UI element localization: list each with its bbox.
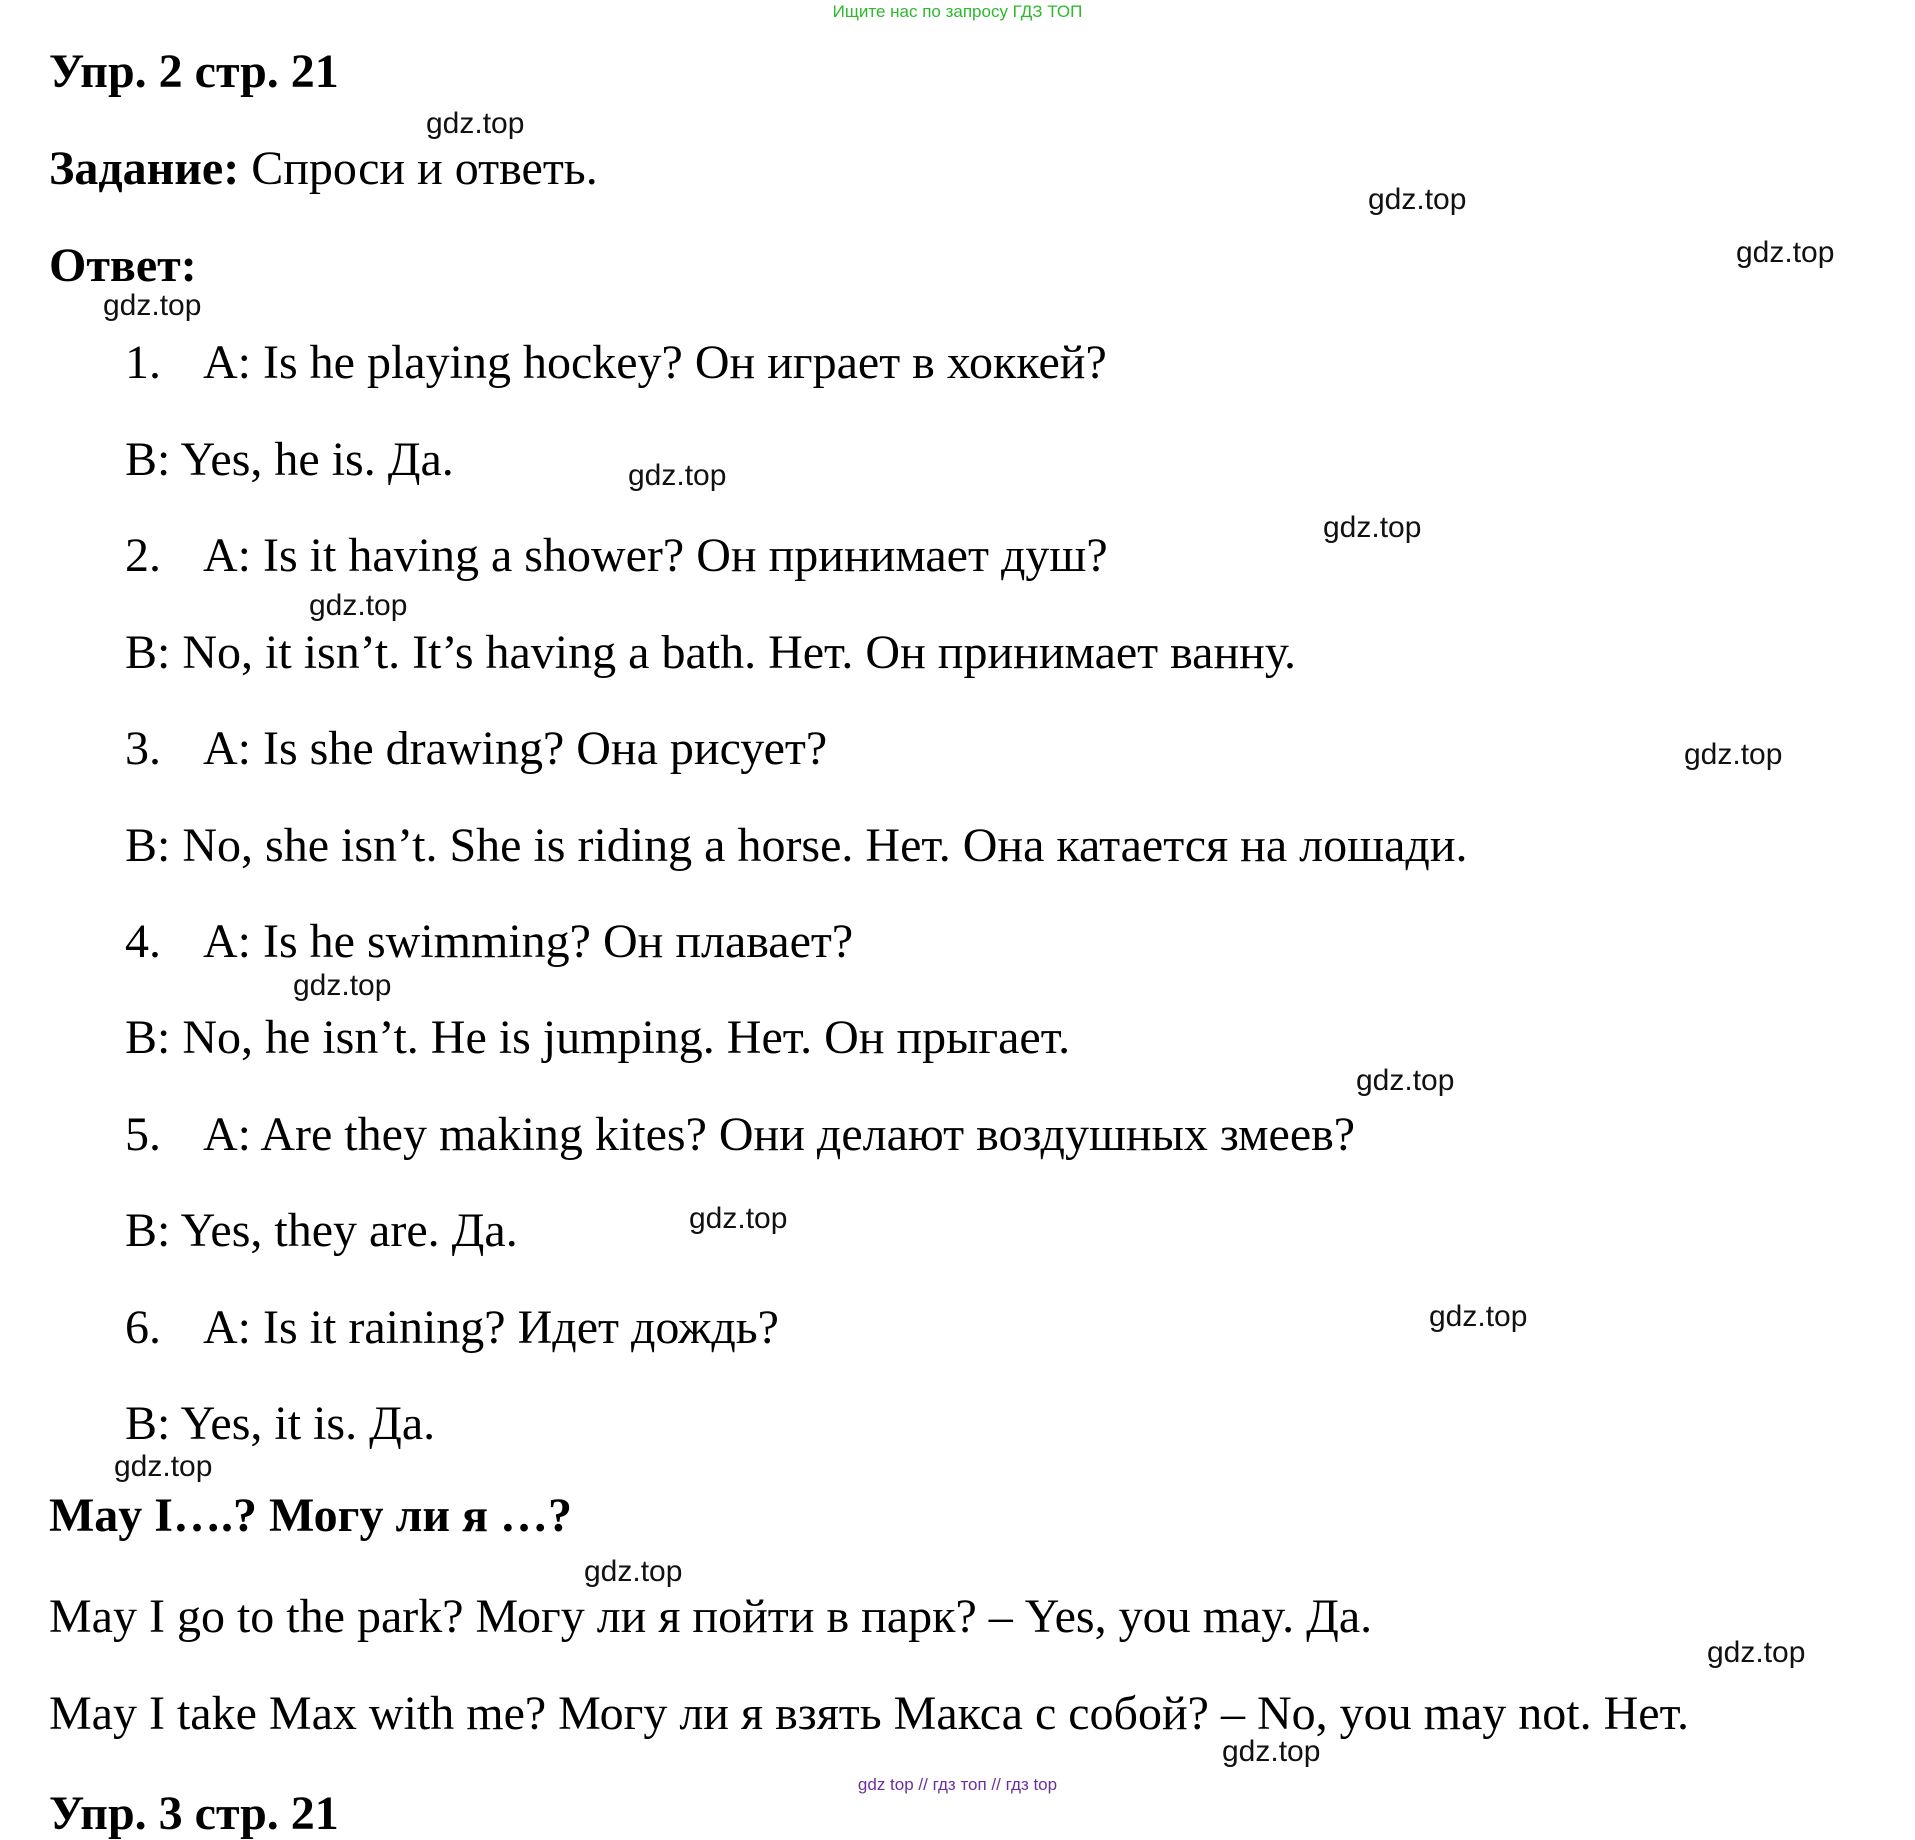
dialogue-6-number: 6. xyxy=(125,1301,161,1354)
dialogue-3-a: A: Is she drawing? Она рисует? xyxy=(203,722,828,775)
watermark: gdz.top xyxy=(1736,236,1835,269)
dialogue-3-number: 3. xyxy=(125,722,161,775)
task-text: Спроси и ответь. xyxy=(251,142,598,195)
watermark: gdz.top xyxy=(1368,183,1467,216)
watermark: gdz.top xyxy=(1356,1064,1455,1097)
dialogue-1-a: A: Is he playing hockey? Он играет в хоккей? xyxy=(203,336,1107,389)
dialogue-6-question xyxy=(125,1302,779,1355)
watermark: gdz.top xyxy=(584,1555,683,1588)
cut-off-heading: Упр. 3 стр. 21 xyxy=(49,1787,339,1840)
answer-heading: Ответ: xyxy=(49,239,197,292)
watermark: gdz.top xyxy=(293,969,392,1002)
dialogue-5-number: 5. xyxy=(125,1108,161,1161)
watermark: gdz.top xyxy=(103,289,202,322)
watermark: gdz.top xyxy=(628,459,727,492)
dialogue-1-question xyxy=(125,337,1107,390)
dialogue-4-question xyxy=(125,916,853,969)
watermark: gdz.top xyxy=(1429,1300,1528,1333)
watermark: gdz.top xyxy=(1323,511,1422,544)
dialogue-1-number: 1. xyxy=(125,336,161,389)
dialogue-6-a: A: Is it raining? Идет дождь? xyxy=(203,1301,779,1354)
task-line xyxy=(49,141,598,196)
task-label: Задание: xyxy=(49,142,240,195)
dialogue-2-a: A: Is it having a shower? Он принимает душ? xyxy=(203,529,1108,582)
watermark: gdz.top xyxy=(689,1202,788,1235)
dialogue-6-answer: B: Yes, it is. Да. xyxy=(125,1397,436,1450)
dialogue-2-answer: B: No, it isn’t. It’s having a bath. Нет. Он принимает ванну. xyxy=(125,626,1297,679)
dialogue-4-a: A: Is he swimming? Он плавает? xyxy=(203,915,854,968)
watermark: gdz.top xyxy=(1684,738,1783,771)
dialogue-5-answer: B: Yes, they are. Да. xyxy=(125,1204,518,1257)
dialogue-5-a: A: Are they making kites? Они делают воздушных змеев? xyxy=(203,1108,1356,1161)
dialogue-2-number: 2. xyxy=(125,529,161,582)
page-title: Упр. 2 стр. 21 xyxy=(49,45,339,98)
dialogue-3-answer: B: No, she isn’t. She is riding a horse. Нет. Она катается на лошади. xyxy=(125,819,1468,872)
dialogue-4-number: 4. xyxy=(125,915,161,968)
footer-links: gdz top // гдз топ // гдз top xyxy=(857,1775,1058,1794)
dialogue-5-question xyxy=(125,1109,1355,1162)
watermark: gdz.top xyxy=(1707,1636,1806,1669)
dialogue-4-answer: B: No, he isn’t. He is jumping. Нет. Он прыгает. xyxy=(125,1011,1071,1064)
may-line-1: May I go to the park? Могу ли я пойти в парк? – Yes, you may. Да. xyxy=(49,1590,1373,1643)
watermark: gdz.top xyxy=(1222,1735,1321,1768)
dialogue-2-question xyxy=(125,530,1108,583)
may-line-2: May I take Max with me? Могу ли я взять Макса с собой? – No, you may not. Нет. xyxy=(49,1687,1689,1740)
may-heading: May I….? Могу ли я …? xyxy=(49,1489,573,1542)
watermark: gdz.top xyxy=(426,107,525,140)
dialogue-1-answer: B: Yes, he is. Да. xyxy=(125,433,454,486)
watermark: gdz.top xyxy=(114,1450,213,1483)
watermark: gdz.top xyxy=(309,589,408,622)
dialogue-3-question xyxy=(125,723,827,776)
top-banner: Ищите нас по запросу ГДЗ ТОП xyxy=(832,2,1083,21)
